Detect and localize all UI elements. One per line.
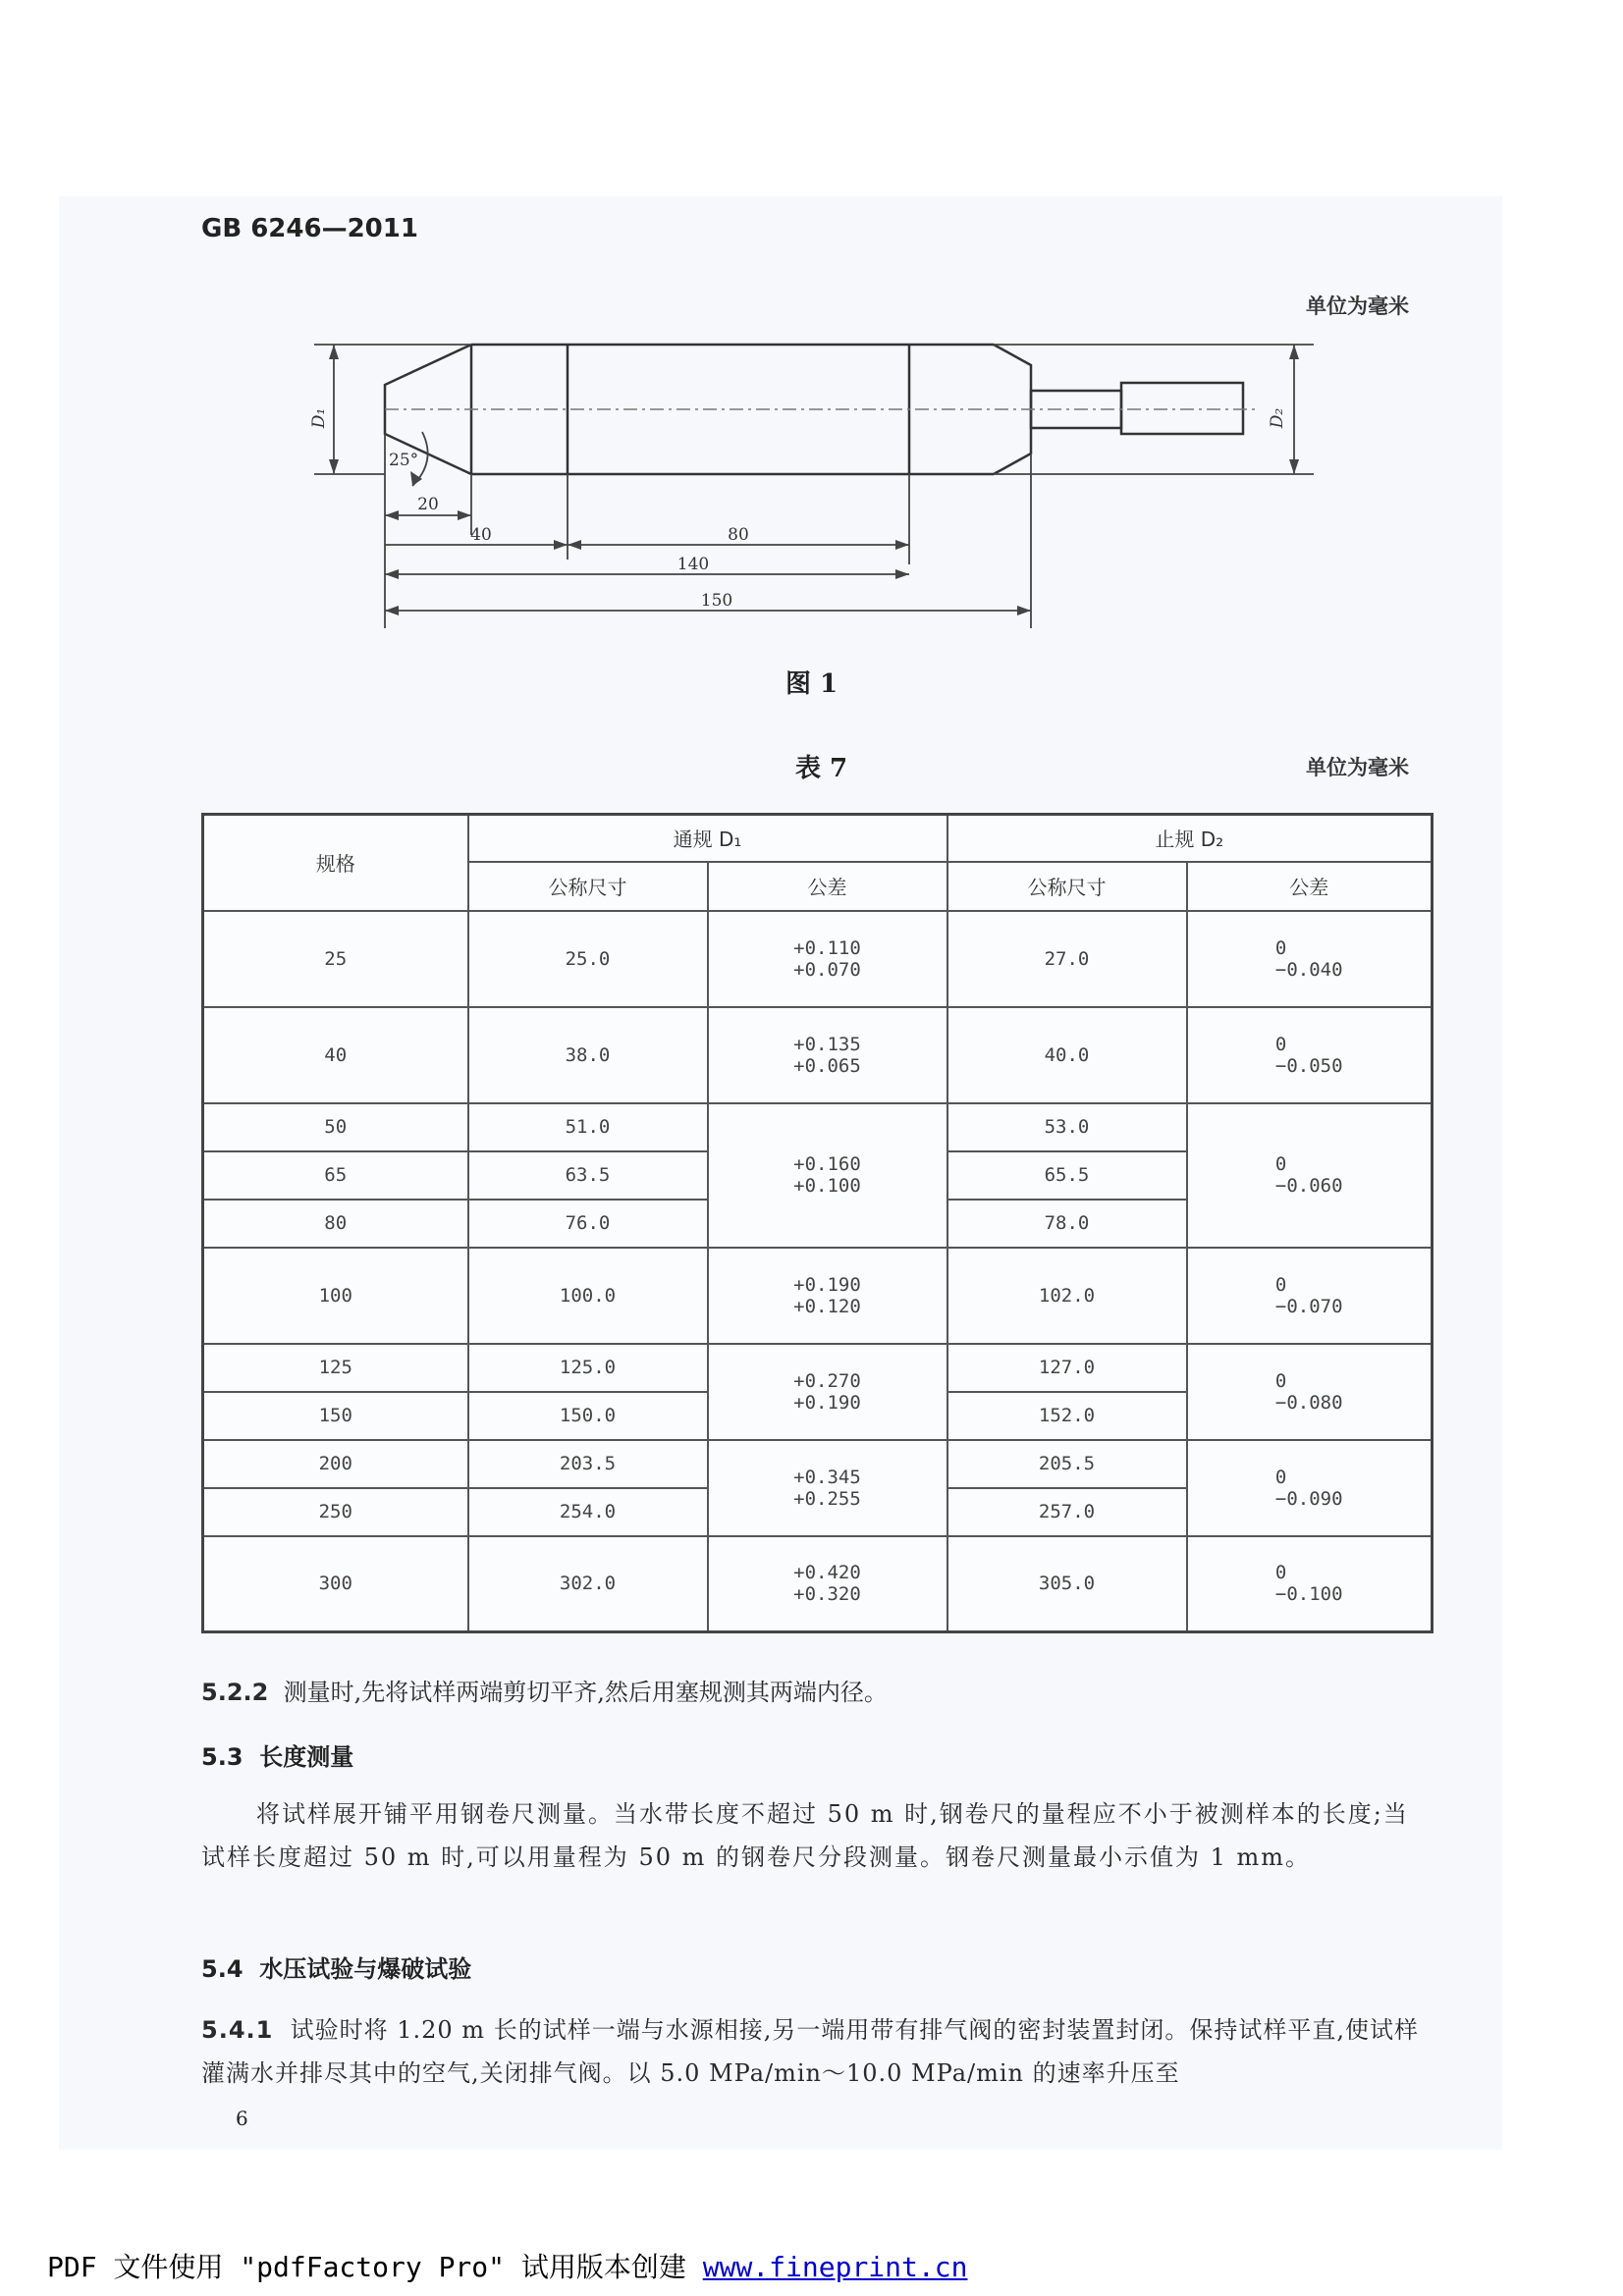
cell-spec: 200 xyxy=(203,1440,468,1488)
clause-number: 5.4.1 xyxy=(201,2016,274,2044)
dim-20-label: 20 xyxy=(417,495,439,514)
table-unit-note: 单位为毫米 xyxy=(1306,755,1409,779)
cell-nogo-tolerance: 0 −0.060 xyxy=(1187,1103,1433,1248)
clause-text: 试验时将 1.20 m 长的试样一端与水源相接,另一端用带有排气阀的密封装置封闭。保持试样平直,使试样灌满水并排尽其中的空气,关闭排气阀。以 5.0 MPa/min～10.0 MPa/min 的速率升压至 xyxy=(201,2016,1419,2087)
cell-nogo-tolerance: 0 −0.080 xyxy=(1187,1344,1433,1440)
table-row xyxy=(203,911,1433,1007)
table-row xyxy=(203,1103,1433,1151)
cell-go-nominal: 76.0 xyxy=(468,1200,708,1248)
table-row xyxy=(203,1007,1433,1103)
table-caption: 表 7 xyxy=(795,754,848,783)
clause-number: 5.2.2 xyxy=(201,1679,269,1706)
header-spec: 规格 xyxy=(203,815,468,911)
cell-nogo-nominal: 152.0 xyxy=(947,1392,1187,1440)
cell-spec: 80 xyxy=(203,1200,468,1248)
cell-go-tolerance: +0.110 +0.070 xyxy=(708,911,947,1007)
dim-150-label: 150 xyxy=(700,591,733,611)
cell-spec: 50 xyxy=(203,1103,468,1151)
cell-go-tolerance: +0.345 +0.255 xyxy=(708,1440,947,1536)
header-nogo-tolerance: 公差 xyxy=(1187,862,1433,911)
cell-go-tolerance: +0.135 +0.065 xyxy=(708,1007,947,1103)
gauge-dimension-table xyxy=(201,813,1434,1633)
header-no-go-gauge: 止规 D₂ xyxy=(947,815,1433,862)
clause-5-3-text: 将试样展开铺平用钢卷尺测量。当水带长度不超过 50 m 时,钢卷尺的量程应不小于被测样本的长度;当试样长度超过 50 m 时,可以用量程为 50 m 的钢卷尺分段测量。钢卷尺测量最小示值为 1 mm。 xyxy=(201,1800,1409,1871)
cell-spec: 150 xyxy=(203,1392,468,1440)
clause-5-2-2 xyxy=(201,1671,888,1714)
cell-go-nominal: 302.0 xyxy=(468,1536,708,1632)
cell-go-nominal: 100.0 xyxy=(468,1248,708,1344)
cell-nogo-nominal: 102.0 xyxy=(947,1248,1187,1344)
clause-text: 测量时,先将试样两端剪切平齐,然后用塞规测其两端内径。 xyxy=(283,1679,888,1706)
section-number: 5.3 xyxy=(201,1743,243,1771)
section-number: 5.4 xyxy=(201,1955,243,1983)
cell-nogo-nominal: 27.0 xyxy=(947,911,1187,1007)
header-nogo-nominal: 公称尺寸 xyxy=(947,862,1187,911)
cell-go-nominal: 254.0 xyxy=(468,1488,708,1536)
cell-go-nominal: 203.5 xyxy=(468,1440,708,1488)
cell-nogo-tolerance: 0 −0.040 xyxy=(1187,911,1433,1007)
header-go-gauge: 通规 D₁ xyxy=(468,815,947,862)
section-title: 水压试验与爆破试验 xyxy=(259,1955,472,1983)
cell-go-nominal: 25.0 xyxy=(468,911,708,1007)
angle-label: 25° xyxy=(389,451,419,470)
standard-code: GB 6246—2011 xyxy=(201,214,418,243)
cell-nogo-nominal: 78.0 xyxy=(947,1200,1187,1248)
footer-text: PDF 文件使用 "pdfFactory Pro" 试用版本创建 xyxy=(47,2251,703,2283)
cell-go-nominal: 51.0 xyxy=(468,1103,708,1151)
cell-spec: 125 xyxy=(203,1344,468,1392)
cell-nogo-nominal: 257.0 xyxy=(947,1488,1187,1536)
dim-140-label: 140 xyxy=(676,555,710,574)
cell-go-nominal: 150.0 xyxy=(468,1392,708,1440)
table-row xyxy=(203,1248,1433,1344)
header-go-tolerance: 公差 xyxy=(708,862,947,911)
section-title: 长度测量 xyxy=(259,1743,354,1771)
table-row xyxy=(203,1440,1433,1488)
cell-go-nominal: 38.0 xyxy=(468,1007,708,1103)
cell-go-nominal: 125.0 xyxy=(468,1344,708,1392)
table-row xyxy=(203,1536,1433,1632)
section-heading-5-3 xyxy=(201,1737,353,1772)
cell-spec: 40 xyxy=(203,1007,468,1103)
section-heading-5-4 xyxy=(201,1949,471,1984)
cell-go-nominal: 63.5 xyxy=(468,1151,708,1200)
figure-unit-note: 单位为毫米 xyxy=(1306,294,1409,318)
cell-nogo-nominal: 65.5 xyxy=(947,1151,1187,1200)
dim-40-label: 40 xyxy=(470,525,492,545)
cell-nogo-nominal: 53.0 xyxy=(947,1103,1187,1151)
figure-caption: 图 1 xyxy=(785,669,839,699)
handle-end xyxy=(1121,383,1243,434)
cell-nogo-tolerance: 0 −0.090 xyxy=(1187,1440,1433,1536)
header-go-nominal: 公称尺寸 xyxy=(468,862,708,911)
cell-spec: 100 xyxy=(203,1248,468,1344)
cell-go-tolerance: +0.270 +0.190 xyxy=(708,1344,947,1440)
dim-80-label: 80 xyxy=(728,525,749,545)
d2-label: D₂ xyxy=(1268,407,1287,429)
cell-go-tolerance: +0.420 +0.320 xyxy=(708,1536,947,1632)
footer-link[interactable]: www.fineprint.cn xyxy=(702,2251,968,2283)
cell-nogo-tolerance: 0 −0.100 xyxy=(1187,1536,1433,1632)
cell-nogo-nominal: 205.5 xyxy=(947,1440,1187,1488)
pdf-footer xyxy=(47,2246,967,2285)
page-number: 6 xyxy=(236,2107,248,2130)
gauge-figure xyxy=(0,0,1623,687)
cell-spec: 65 xyxy=(203,1151,468,1200)
cell-nogo-tolerance: 0 −0.050 xyxy=(1187,1007,1433,1103)
cell-nogo-nominal: 305.0 xyxy=(947,1536,1187,1632)
clause-5-4-1 xyxy=(201,2008,1431,2095)
cell-go-tolerance: +0.160 +0.100 xyxy=(708,1103,947,1248)
cell-nogo-nominal: 40.0 xyxy=(947,1007,1187,1103)
cell-spec: 25 xyxy=(203,911,468,1007)
cell-spec: 300 xyxy=(203,1536,468,1632)
cell-nogo-tolerance: 0 −0.070 xyxy=(1187,1248,1433,1344)
cell-nogo-nominal: 127.0 xyxy=(947,1344,1187,1392)
table-row xyxy=(203,1344,1433,1392)
cell-spec: 250 xyxy=(203,1488,468,1536)
d1-label: D₁ xyxy=(309,407,329,429)
cell-go-tolerance: +0.190 +0.120 xyxy=(708,1248,947,1344)
